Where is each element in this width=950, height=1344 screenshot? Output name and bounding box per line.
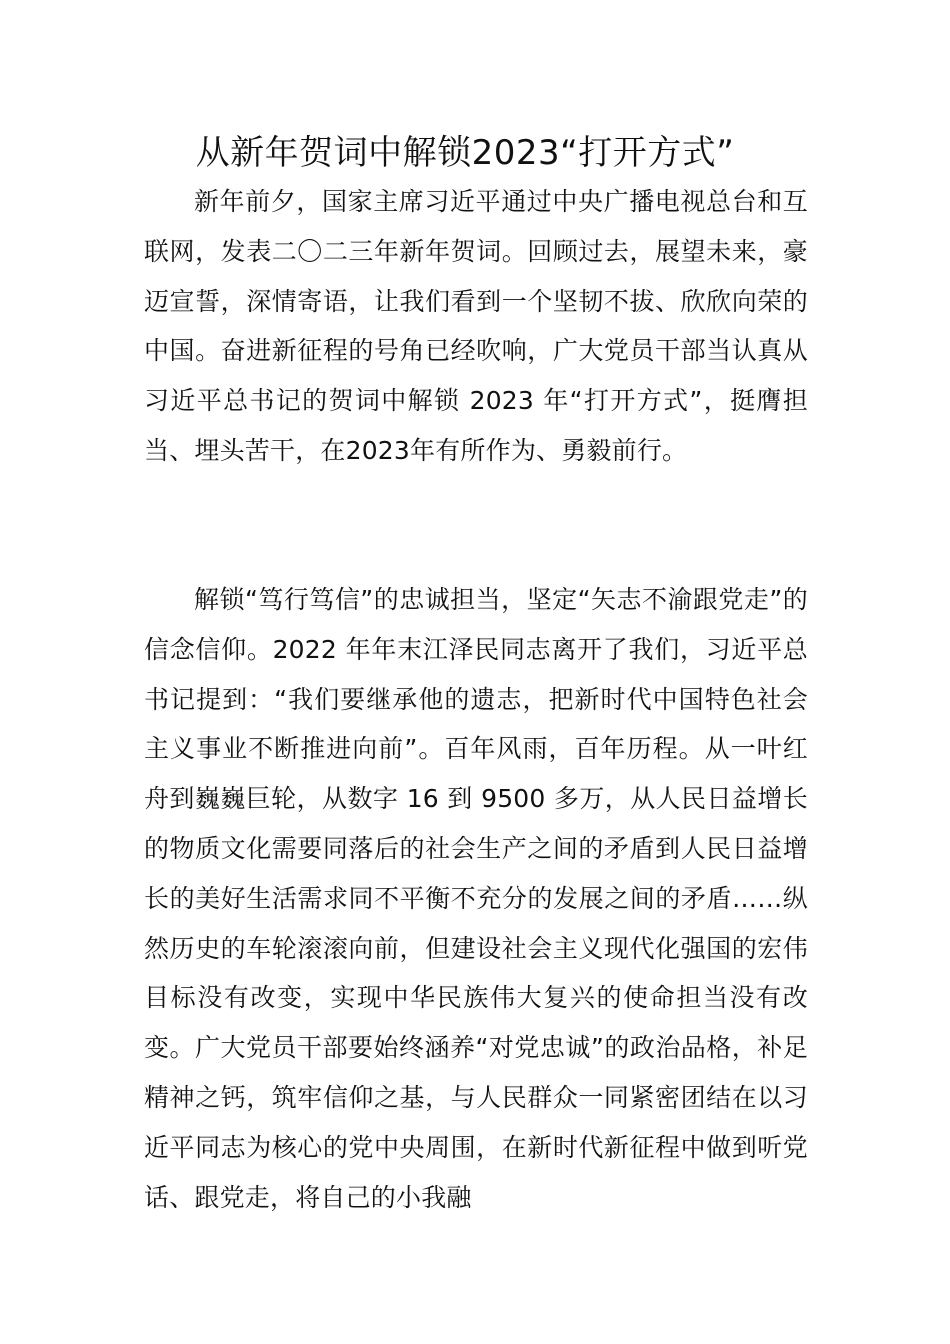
body-paragraph: 新年前夕，国家主席习近平通过中央广播电视总台和互联网，发表二〇二三年新年贺词。回顾过去，展望未来，豪迈宣誓，深情寄语，让我们看到一个坚韧不拔、欣欣向荣的中国。奋进新征程的号角已经吹响，广大党员干部当认真从习近平总书记的贺词中解锁 2023 年“打开方式”，挺膺担当、埋头苦干，在2023年有所作为、勇毅前行。 xyxy=(144,187,808,465)
body-paragraph: 解锁“笃行笃信”的忠诚担当，坚定“矢志不渝跟党走”的信念信仰。2022 年年末江泽民同志离开了我们，习近平总书记提到：“我们要继承他的遗志，把新时代中国特色社会主义事业不断推进向前”。百年风雨，百年历程。从一叶红舟到巍巍巨轮，从数字 16 到 9500 多万，从人民日益增长的物质文化需要同落后的社会生产之间的矛盾到人民日益增长的美好生活需求同不平衡不充分的发展之间的矛盾……纵然历史的车轮滚滚向前，但建设社会主义现代化强国的宏伟目标没有改变，实现中华民族伟大复兴的使命担当没有改变。广大党员干部要始终涵养“对党忠诚”的政治品格，补足精神之钙，筑牢信仰之基，与人民群众一同紧密团结在以习近平同志为核心的党中央周围，在新时代新征程中做到听党话、跟党走，将自己的小我融 xyxy=(144,585,808,1212)
document-title: 从新年贺词中解锁2023“打开方式” xyxy=(195,133,735,173)
